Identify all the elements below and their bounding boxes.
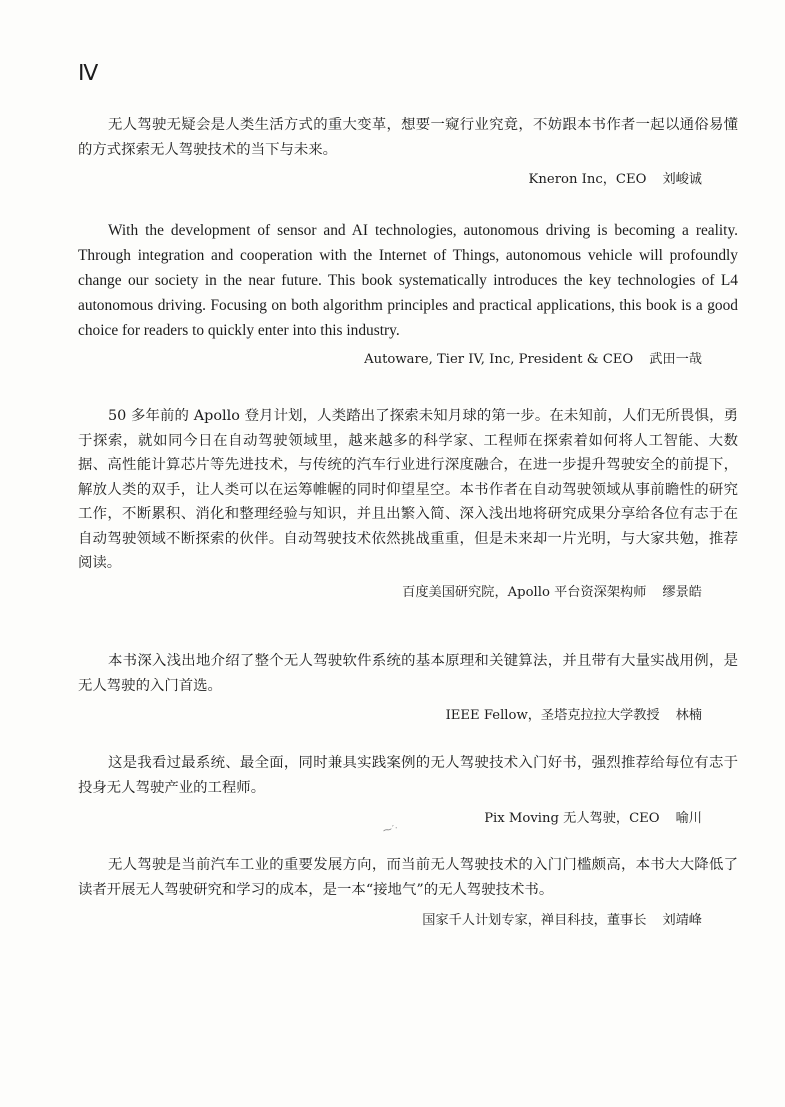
signature-name: 刘峻诚	[662, 172, 702, 187]
page-number: Ⅳ	[78, 60, 98, 85]
signature-affiliation: 百度美国研究院，Apollo 平台资深架构师	[402, 584, 647, 600]
endorsement-kneron	[78, 113, 738, 191]
endorsement-signature	[78, 808, 738, 830]
endorsement-chanmu	[78, 853, 738, 932]
signature-name: 喻川	[675, 811, 702, 826]
endorsement-text: 本书深入浅出地介绍了整个无人驾驶软件系统的基本原理和关键算法，并且带有大量实战用例，是无人驾驶的入门首选。	[78, 653, 738, 694]
signature-affiliation: Pix Moving 无人驾驶，CEO	[484, 811, 660, 826]
signature-affiliation: 国家千人计划专家，禅目科技，董事长	[422, 913, 647, 928]
endorsement-text: 无人驾驶无疑会是人类生活方式的重大变革，想要一窥行业究竟，不妨跟本书作者一起以通俗易懂的方式探索无人驾驶技术的当下与未来。	[78, 117, 738, 158]
endorsement-signature	[78, 582, 738, 604]
signature-affiliation: IEEE Fellow，圣塔克拉拉大学教授	[445, 708, 660, 723]
endorsement-pix-moving	[78, 751, 738, 830]
signature-name: 武田一哉	[649, 352, 702, 367]
endorsement-text: 这是我看过最系统、最全面，同时兼具实践案例的无人驾驶技术入门好书，强烈推荐给每位有志于投身无人驾驶产业的工程师。	[78, 755, 738, 796]
endorsement-ieee	[78, 649, 738, 727]
endorsement-baidu	[78, 404, 738, 604]
signature-name: 林楠	[675, 708, 702, 723]
endorsement-text: 无人驾驶是当前汽车工业的重要发展方向，而当前无人驾驶技术的入门门槛颇高，本书大大降低了读者开展无人驾驶研究和学习的成本，是一本“接地气”的无人驾驶技术书。	[78, 857, 738, 898]
endorsement-signature	[78, 349, 738, 371]
endorsement-signature	[78, 705, 738, 727]
signature-affiliation: Autoware, Tier IV, Inc, President & CEO	[364, 352, 634, 367]
signature-name: 缪景皓	[662, 584, 702, 600]
endorsement-autoware	[78, 218, 738, 371]
signature-name: 刘靖峰	[662, 913, 702, 928]
signature-affiliation: Kneron Inc，CEO	[528, 172, 647, 187]
endorsement-signature	[78, 910, 738, 932]
endorsement-text: With the development of sensor and AI technologies, autonomous driving is becoming a reality. Through integration and cooperation with the Internet of Things, autonomous vehicle will profoundly change our society in the near future. This book systematically introduces the key technologies of L4 autonomous driving. Focusing on both algorithm principles and practical applications, this book is a good choice for readers to quickly enter into this industry.	[78, 222, 738, 339]
endorsement-text: 50 多年前的 Apollo 登月计划，人类踏出了探索未知月球的第一步。在未知前，人们无所畏惧，勇于探索，就如同今日在自动驾驶领域里，越来越多的科学家、工程师在探索着如何将人工智能、大数据、高性能计算芯片等先进技术，与传统的汽车行业进行深度融合，在进一步提升驾驶安全的前提下，解放人类的双手，让人类可以在运筹帷幄的同时仰望星空。本书作者在自动驾驶领域从事前瞻性的研究工作，不断累积、消化和整理经验与知识，并且出繁入简、深入浅出地将研究成果分享给各位有志于在自动驾驶领域不断探索的伙伴。自动驾驶技术依然挑战重重，但是未来却一片光明，与大家共勉，推荐阅读。	[78, 408, 738, 571]
scan-smudge: ⁓ˊ·	[382, 822, 399, 836]
endorsement-signature	[78, 169, 738, 191]
